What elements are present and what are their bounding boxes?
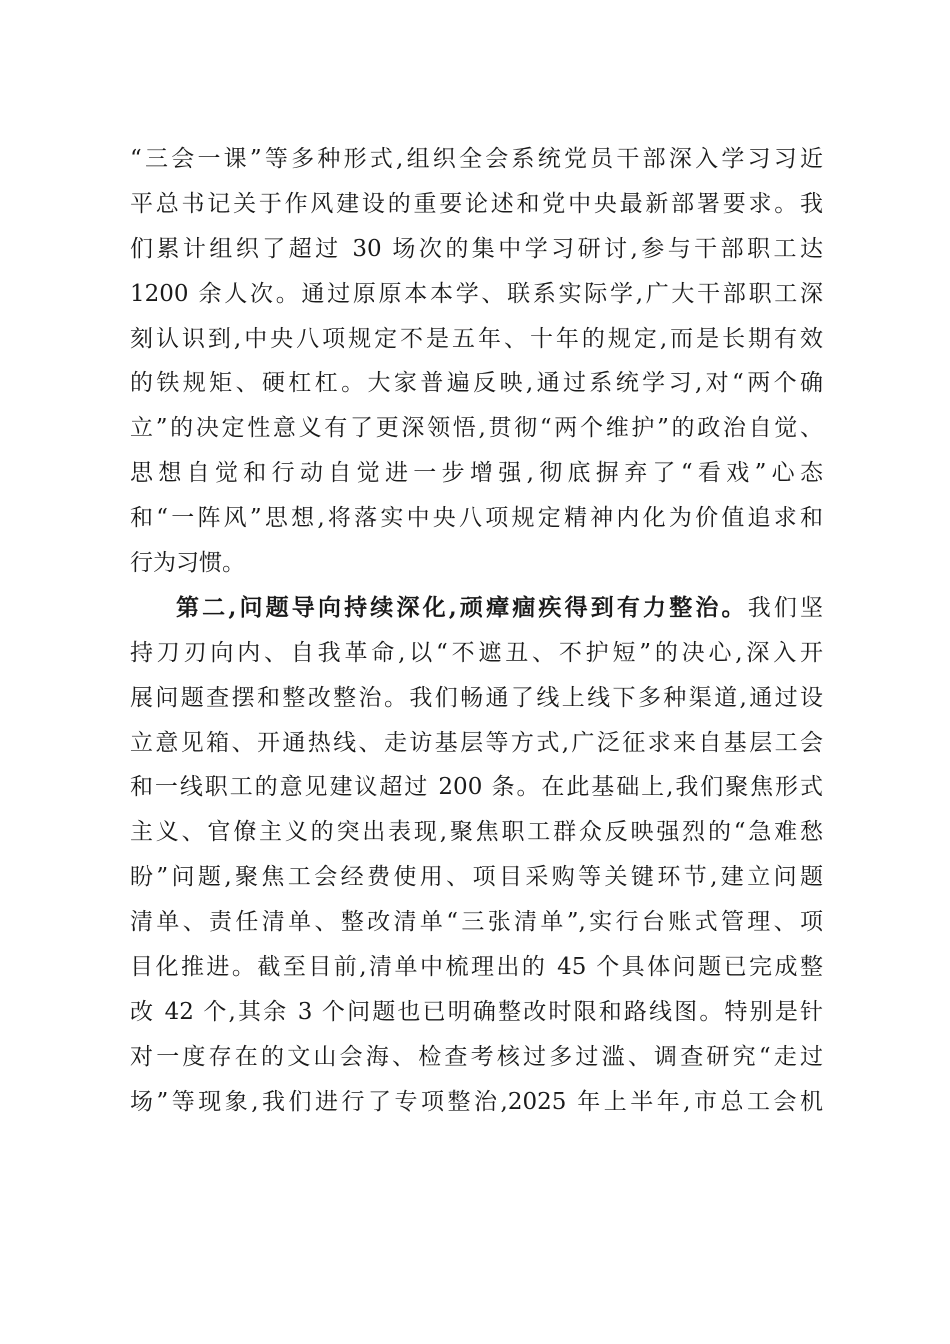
text-line: 目化推进。截至目前,清单中梳理出的 45 个具体问题已完成整 <box>130 954 823 981</box>
text-line: 行为习惯。 <box>130 550 245 577</box>
text-line: 立”的决定性意义有了更深领悟,贯彻“两个维护”的政治自觉、 <box>130 415 823 442</box>
text-line: 和一线职工的意见建议超过 200 条。在此基础上,我们聚焦形式 <box>130 774 823 801</box>
text-line: 盼”问题,聚焦工会经费使用、项目采购等关键环节,建立问题 <box>130 864 823 891</box>
text-line: 的铁规矩、硬杠杠。大家普遍反映,通过系统学习,对“两个确 <box>130 370 823 397</box>
text-line: 和“一阵风”思想,将落实中央八项规定精神内化为价值追求和 <box>130 505 823 532</box>
text-line: 们累计组织了超过 30 场次的集中学习研讨,参与干部职工达 <box>130 235 823 262</box>
text-line: 平总书记关于作风建设的重要论述和党中央最新部署要求。我 <box>130 190 823 217</box>
text-line: 持刀刃向内、自我革命,以“不遮丑、不护短”的决心,深入开 <box>130 639 823 666</box>
text-line: 展问题查摆和整改整治。我们畅通了线上线下多种渠道,通过设 <box>130 684 823 711</box>
paragraph-2 <box>130 586 823 1125</box>
document-body <box>130 137 823 1125</box>
text-line: 对一度存在的文山会海、检查考核过多过滥、调查研究“走过 <box>130 1043 823 1070</box>
text-line: 1200 余人次。通过原原本本学、联系实际学,广大干部职工深 <box>130 280 823 307</box>
text-line: 改 42 个,其余 3 个问题也已明确整改时限和路线图。特别是针 <box>130 998 823 1025</box>
text-line: 立意见箱、开通热线、走访基层等方式,广泛征求来自基层工会 <box>130 729 823 756</box>
text-line: “三会一课”等多种形式,组织全会系统党员干部深入学习习近 <box>130 146 823 172</box>
text-line: 清单、责任清单、整改清单“三张清单”,实行台账式管理、项 <box>130 909 823 936</box>
text-fragment: 我们坚 <box>747 594 824 621</box>
section-heading: 第二,问题导向持续深化,顽瘴痼疾得到有力整治。 <box>176 593 748 621</box>
text-line: 主义、官僚主义的突出表现,聚焦职工群众反映强烈的“急难愁 <box>130 819 823 846</box>
paragraph-1 <box>130 137 823 586</box>
text-line: 场”等现象,我们进行了专项整治,2025 年上半年,市总工会机 <box>130 1088 823 1115</box>
paragraph-first-line <box>130 586 823 631</box>
text-line: 刻认识到,中央八项规定不是五年、十年的规定,而是长期有效 <box>130 325 823 352</box>
text-line: 思想自觉和行动自觉进一步增强,彻底摒弃了“看戏”心态 <box>130 460 823 487</box>
